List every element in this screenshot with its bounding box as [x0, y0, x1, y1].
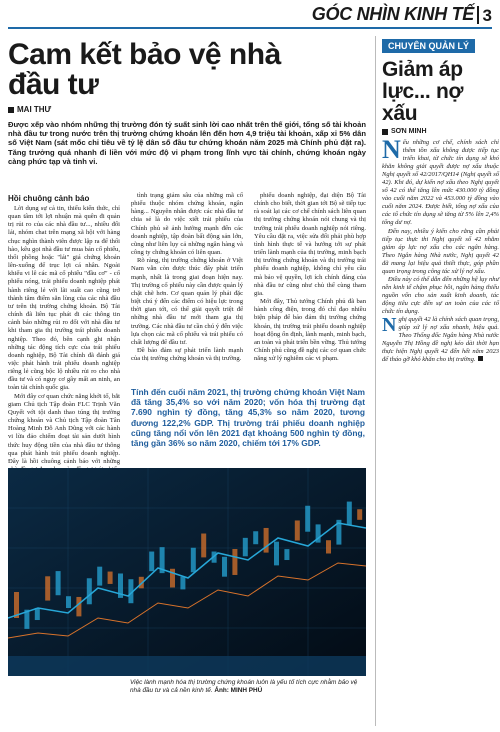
photo-candle	[274, 542, 279, 566]
article-paragraph: Rõ ràng, thị trường chứng khoán ở Việt Nam vẫn còn được thúc đẩy phát triển mạnh, nhất là trong giai đoạn hiện nay. Thị trường cổ phiếu này cần được quản lý chặt chẽ hơn. Cơ quan quản lý phải đặc biệt chú ý đến các điểm có hiệu lực trong thời gian tới, có thể giải quyết triệt để những nhà đầu tư mới tham gia thị trường. Các nhà đầu tư cần chú ý đến việc lựa chọn các mã cổ phiếu và trái phiếu có chất lượng để đầu tư.	[131, 257, 243, 346]
photo-candle	[191, 548, 196, 573]
photo-candle	[326, 540, 331, 553]
sidebar-paragraph: Nghị quyết 42 là chính sách quan trọng, giúp xử lý nợ xấu nhanh, hiệu quả. Theo Thống đốc Ngân hàng Nhà nước Nguyễn Thị Hồng đề nghị kéo dài thời hạn thực hiện Nghị quyết 42 đến hết năm 2023 để tháo gỡ khó khăn cho thị trường.	[382, 314, 499, 364]
article-paragraph: Mới đây, Thủ tướng Chính phủ đã ban hành công điện, trong đó chỉ đạo nhiều biện pháp để bảo đảm thị trường chứng khoán, thị trường trái phiếu doanh nghiệp hoạt động ổn định, lành mạnh, minh bạch, an toàn và phát triển bền vững. Thủ tướng Chính phủ cũng đề nghị các cơ quan chức năng xử lý nghiêm các vi phạm.	[254, 298, 366, 363]
sidebar-tag-label: CHUYÊN QUẢN LÝ	[388, 41, 470, 51]
photo-candle	[284, 549, 289, 560]
sidebar-byline	[382, 128, 499, 135]
photo-candle	[149, 552, 154, 572]
article-column-3	[254, 192, 366, 382]
page-number: 3	[482, 6, 492, 25]
photo-candle	[222, 557, 227, 577]
photo-candle	[35, 608, 40, 620]
photo-candle	[108, 572, 113, 584]
article-byline	[8, 105, 366, 114]
article-paragraph: Lời dụng sự cả tin, thiếu kiến thức, chỉ quan tâm tới lợi nhuận mà quên đi quản trị rủi ro của các nhà đầu tư..., nhiều đối lái, nhóm chat trên mạng xã hội với hàng chục nghìn thành viên được lập ra để thổi hào, kêu gọi nhà đầu tư mua bán cổ phiếu, thổi phồng hoặc "lái" giá chứng khoán lên-xuống để trục lợi cá nhân. Ngoài khiếu vi lê các mã cổ phiếu "đầu cơ" - cổ phiếu nóng, trái phiếu doanh nghiệp phát hành riêng lẻ với lãi suất cao cũng trở thành tâm điểm săn lùng của các nhà đầu tư trên thị trường chứng khoán. Bộ Tài chính đã liên tục phát đi các thông tin cảnh báo những rủi ro đối với nhà đầu tư khi tham gia thị trường trái phiếu doanh nghiệp. Theo đó, bên cạnh ghi nhận những tác động tích cực của trái phiếu doanh nghiệp, Bộ Tài chính đã đánh giá việc phát hành trái phiếu doanh nghiệp riêng lẻ cũng bộc lộ nhiều rủi ro cho nhà đầu tư và có nguy cơ gây mất an ninh, an toàn tài chính quốc gia.	[8, 205, 120, 392]
sidebar-author: SƠN MINH	[391, 128, 427, 135]
section-title: GÓC NHÌN KINH TẾ	[311, 4, 474, 24]
stock-chart-image	[8, 468, 366, 676]
photo-candle	[295, 520, 300, 540]
caption-text: Việc lành mạnh hóa thị trường chứng khoán luôn là yếu tố tích cực nhằm bảo vệ nhà đầu tư và cả nền kinh tế.	[130, 679, 358, 694]
sidebar-paragraph: Điều này có thể dẫn đến những hệ lụy như nền kinh tế chậm phục hồi, ngân hàng thiếu nguồn vốn cho sản xuất kinh doanh, tác động tiêu cực đến sự an toàn của các tổ chức tín dụng.	[382, 275, 499, 315]
main-article	[8, 40, 366, 166]
article-lead: Được xếp vào nhóm những thị trường đón tỷ suất sinh lời cao nhất trên thế giới, tổng số tài khoản nhà đầu tư trong nước trên thị trường chứng khoán lên đến hơn 4,9 triệu tài khoản, xấp xỉ 5% dân số Việt Nam (sát mốc chỉ tiêu về tỷ lệ dân số đầu tư chứng khoán năm 2025 mà Chính phủ đặt ra). Tăng trưởng quá nhanh đi liền với mức độ vi phạm trong lĩnh vực tài chính, chứng khoán ngày càng phức tạp và tinh vi.	[8, 120, 366, 166]
byline-square-icon	[382, 129, 388, 135]
sidebar-headline: Giảm áp lực... nợ xấu	[382, 58, 464, 125]
dropcap-2: N	[382, 314, 397, 337]
article-paragraph: phiếu doanh nghiệp, đại diện Bộ Tài chính cho biết, thời gian tới Bộ sẽ tiếp tục rà soát lại các cơ chế chính sách liên quan thị trường chứng khoán nói chung và thị trường trái phiếu doanh nghiệp nói riêng. Yêu cầu đặt ra, việc sửa đổi phải phù hợp tình hình thực tế và hướng tới sự phát triển lành mạnh của thị trường, minh bạch thị trường chứng khoán và thị trường trái phiếu doanh nghiệp, không chỉ yêu cầu mà bảo vệ quyền, lợi ích chính đáng của nhà đầu tư cũng như chủ thể cùng tham gia.	[254, 192, 366, 297]
photo-candle	[305, 506, 310, 532]
photo-candle	[347, 502, 352, 526]
page-number-divider	[477, 6, 479, 24]
article-paragraph: tình trạng giảm sâu của những mã cổ phiếu thuộc nhóm chứng khoán, ngân hàng... Nguyên nhân được các nhà đầu tư chia sẻ là do việc xiết trái phiếu của Chính phủ sẽ ảnh hưởng mạnh đến các doanh nghiệp, tập đoàn bất động sản lớn, cũng như liên lụy cả những ngân hàng và công ty chứng khoán có liên quan.	[131, 192, 243, 257]
photo-candle	[45, 576, 50, 600]
photo-candle	[253, 531, 258, 544]
dropcap: N	[382, 135, 401, 164]
photo-caption	[130, 679, 366, 695]
photo-candle	[201, 534, 206, 558]
photo-candle	[87, 578, 92, 604]
end-mark-icon	[478, 356, 483, 361]
article-paragraph: Đề bảo đảm sự phát triển lành mạnh của thị trường chứng khoán và thị trường.	[131, 346, 243, 363]
photo-credit: Ảnh: MINH PHÚ	[214, 687, 263, 694]
sidebar-paragraph: Đến nay, nhiều ý kiến cho rằng cần phải tiếp tục thực thi Nghị quyết số 42 nhằm giảm áp lực nợ xấu cho các ngân hàng. Theo Ngân hàng Nhà nước, Nghị quyết 42 đã mang lại hiệu quả thiết thực, góp phần quan trọng trong công tác xử lý nợ xấu.	[382, 227, 499, 275]
pull-quote: Tính đến cuối năm 2021, thị trường chứng khoán Việt Nam đã tăng 35,4% so với năm 2020; vốn hóa thị trường đạt 7.690 nghìn tỷ đồng, tăng 45,3% so năm 2020, tương đương 122,2% GDP. Thị trường trái phiếu doanh nghiệp cũng tăng nổi vốn lên 2021 đạt khoảng 500 nghìn tỷ đồng, tăng gần 36% so năm 2020, chiếm tới 17% GDP.	[131, 387, 365, 449]
article-author: MAI THƯ	[17, 105, 52, 114]
article-paragraph: Mới đây cơ quan chức năng khởi tố, bắt giam Chủ tịch Tập đoàn FLC Trịnh Văn Quyết với tội danh thao túng thị trường chứng khoán và Chủ tịch Tập đoàn Tân Hoàng Minh Đỗ Anh Dũng với các hành vi lừa đảo chiếm đoạt tài sản dưới hình thức huy động tiền của nhà đầu tư thông qua phát hành trái phiếu doanh nghiệp. Đây là hồi chuông cảnh báo với những	[8, 392, 120, 465]
article-column-2	[131, 192, 243, 382]
article-headline: Cam kết bảo vệ nhà đầu tư	[8, 38, 281, 101]
photo-candle	[243, 538, 248, 556]
subheading: Hồi chuông cảnh báo	[8, 194, 90, 203]
photo-candle	[66, 596, 71, 608]
byline-square-icon	[8, 107, 14, 113]
sidebar-article	[375, 36, 499, 726]
photo-candle	[76, 597, 81, 616]
sidebar-tag	[382, 39, 475, 53]
photo-candle	[180, 577, 185, 590]
sidebar-body	[382, 135, 499, 364]
photo-candle	[56, 571, 61, 595]
sidebar-paragraph: Nếu những cơ chế, chính sách chỉ thêm tồn xấu không được tiếp tục triển khai, từ chức tín dụng sẽ khó khăn không giải quyết được nợ xấu thuộc Nghị quyết số 42/2017/QH14 (Nghị quyết số 42). Khi đó, dự kiến nợ xấu theo Nghị quyết số 42 có thể tăng lên mức 430.000 tỷ đồng vào cuối năm 2022 và 453.000 tỷ đồng vào cuối năm 2024. Được biết, tổng nợ xấu của các tổ chức tín dụng sẽ tăng từ 5% lên 2,4% tổng dư nợ.	[382, 135, 499, 227]
header-rule	[8, 27, 492, 29]
article-photo	[8, 468, 366, 676]
photo-candle	[232, 549, 237, 575]
photo-candle	[97, 567, 102, 586]
photo-candle	[357, 509, 362, 520]
page-header	[0, 0, 500, 30]
